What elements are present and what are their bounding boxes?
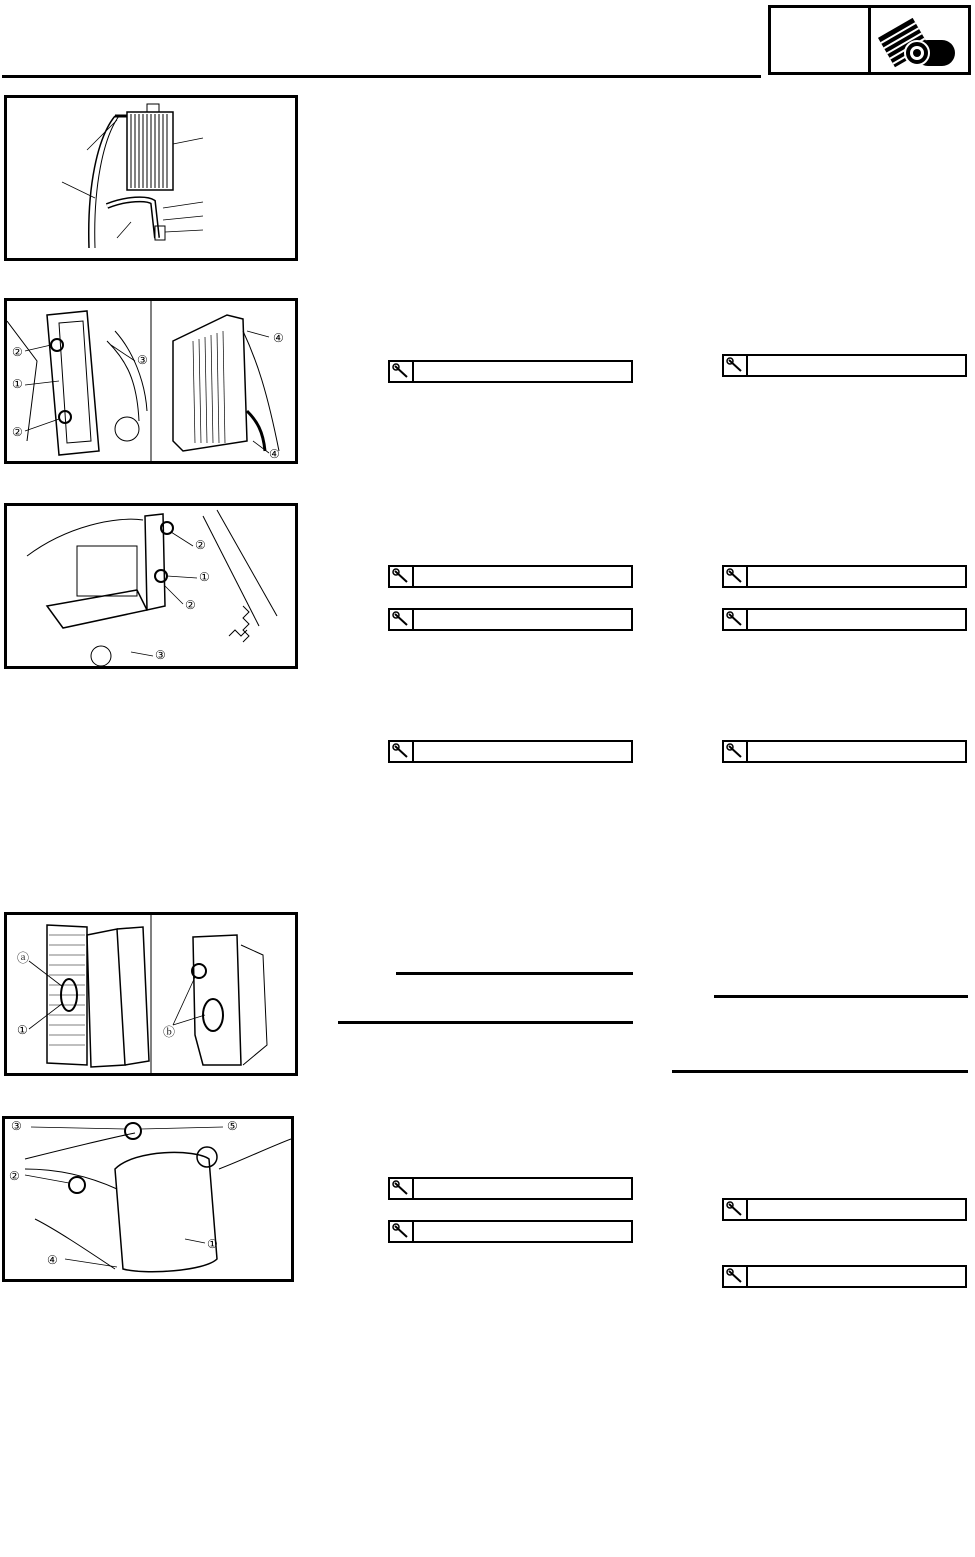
radiator-drawing (7, 98, 295, 258)
torque-wrench-icon (724, 742, 748, 761)
marker-b: ⓑ (163, 1025, 176, 1039)
torque-wrench-icon (390, 567, 414, 586)
callout-4: ④ (273, 331, 284, 345)
callout-3: ③ (155, 648, 166, 662)
callout-2: ② (12, 425, 23, 439)
callout-1: ① (12, 377, 23, 391)
chapter-title-box (768, 5, 871, 75)
torque-spec-box (388, 1177, 633, 1200)
torque-wrench-icon (724, 1267, 748, 1286)
radiator-guard-drawing (7, 915, 295, 1073)
note-rule-bottom (338, 1021, 633, 1024)
torque-wrench-icon (724, 567, 748, 586)
radiator-guard-figure (4, 912, 298, 1076)
torque-spec-box (388, 360, 633, 383)
note-rule-top (714, 995, 968, 998)
note-rule-top (396, 972, 633, 975)
header-rule (2, 75, 761, 78)
radiator-removal-drawing (7, 301, 295, 461)
callout-3: ③ (11, 1119, 22, 1133)
callout-3: ③ (137, 353, 148, 367)
callout-1: ① (17, 1023, 28, 1037)
cooling-system-radiator-icon (871, 8, 968, 72)
torque-spec-box (388, 1220, 633, 1243)
torque-spec-box (722, 608, 967, 631)
torque-spec-box (722, 565, 967, 588)
torque-spec-box (388, 608, 633, 631)
callout-1: ① (199, 570, 210, 584)
callout-2: ② (9, 1169, 20, 1183)
torque-wrench-icon (390, 362, 414, 381)
torque-spec-box (722, 740, 967, 763)
radiator-removal-figure-left-right (4, 298, 298, 464)
callout-4: ④ (269, 447, 280, 461)
torque-wrench-icon (390, 610, 414, 629)
section-icon-box (868, 5, 971, 75)
torque-spec-box (722, 1265, 967, 1288)
callout-1: ① (207, 1237, 218, 1251)
callout-2: ② (12, 345, 23, 359)
torque-wrench-icon (390, 742, 414, 761)
torque-wrench-icon (724, 610, 748, 629)
callout-2: ② (185, 598, 196, 612)
coolant-reservoir-figure (2, 1116, 294, 1282)
marker-a: ⓐ (17, 951, 30, 965)
torque-spec-box (722, 1198, 967, 1221)
callout-5: ⑤ (227, 1119, 238, 1133)
radiator-mounting-drawing (7, 506, 295, 666)
torque-wrench-icon (390, 1222, 414, 1241)
torque-spec-box (722, 354, 967, 377)
torque-wrench-icon (390, 1179, 414, 1198)
callout-4: ④ (47, 1253, 58, 1267)
torque-spec-box (388, 740, 633, 763)
callout-2: ② (195, 538, 206, 552)
torque-wrench-icon (724, 1200, 748, 1219)
torque-spec-box (388, 565, 633, 588)
radiator-mounting-figure (4, 503, 298, 669)
note-rule-bottom (672, 1070, 968, 1073)
torque-wrench-icon (724, 356, 748, 375)
radiator-illustration-figure (4, 95, 298, 261)
